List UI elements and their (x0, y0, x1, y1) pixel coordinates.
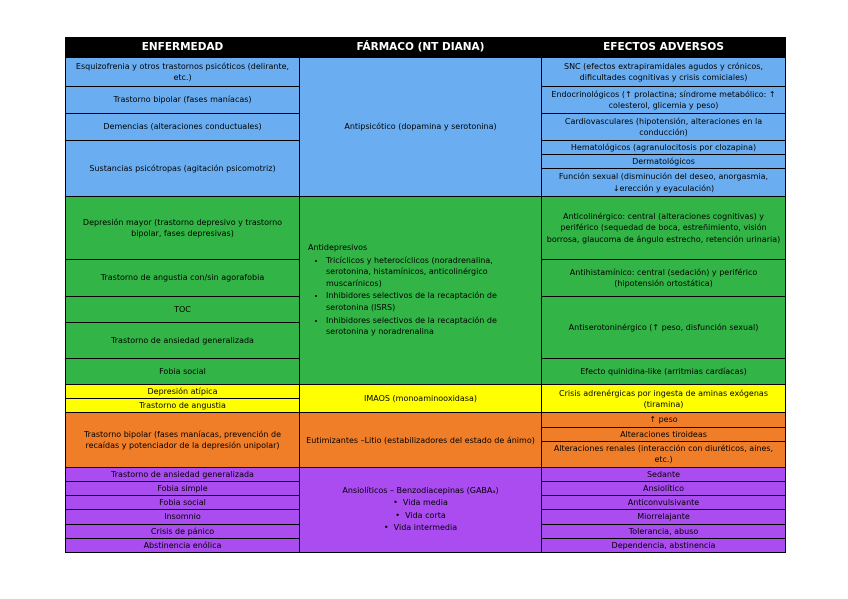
disease-cell: Abstinencia enólica (66, 538, 300, 552)
effect-cell: ↑ peso (542, 413, 786, 427)
effect-cell: Dermatológicos (542, 154, 786, 168)
disease-cell: Trastorno de angustia con/sin agorafobia (66, 260, 300, 297)
disease-cell: Crisis de pánico (66, 524, 300, 538)
effect-cell: Miorrelajante (542, 510, 786, 524)
effect-cell: Dependencia, abstinencia (542, 538, 786, 552)
drug-list (304, 497, 537, 534)
list-item: • Vida intermedia (304, 522, 537, 534)
effect-cell: Efecto quinidina-like (arritmias cardíacas) (542, 359, 786, 385)
drug-cell-imao: IMAOS (monoaminooxidasa) (300, 385, 542, 413)
disease-cell: Fobia social (66, 359, 300, 385)
list-item: • Vida media (304, 497, 537, 509)
disease-cell: Fobia social (66, 496, 300, 510)
psychopharmacology-table (65, 37, 786, 553)
effect-cell: Función sexual (disminución del deseo, anorgasmia, ↓erección y eyaculación) (542, 169, 786, 197)
effect-cell: Crisis adrenérgicas por ingesta de aminas exógenas (tiramina) (542, 385, 786, 413)
disease-cell: Trastorno de ansiedad generalizada (66, 467, 300, 481)
drug-cell-mood-stabilizer: Eutimizantes –Litio (estabilizadores del estado de ánimo) (300, 413, 542, 467)
effect-cell: Ansiolítico (542, 482, 786, 496)
disease-cell: Sustancias psicótropas (agitación psicomotriz) (66, 140, 300, 196)
effect-cell: Sedante (542, 467, 786, 481)
header-drug: FÁRMACO (NT DIANA) (300, 38, 542, 58)
disease-cell: Demencias (alteraciones conductuales) (66, 113, 300, 140)
effect-cell: Hematológicos (agranulocitosis por clozapina) (542, 140, 786, 154)
drug-list (308, 255, 537, 338)
list-item: • Tricíclicos y heterocíclicos (noradrenalina, serotonina, histamínicos, anticolinérgico muscarínicos) (326, 255, 537, 290)
disease-cell: Trastorno bipolar (fases maníacas) (66, 86, 300, 113)
disease-cell: Depresión mayor (trastorno depresivo y trastorno bipolar, fases depresivas) (66, 197, 300, 260)
list-item: • Inhibidores selectivos de la recaptación de serotonina (ISRS) (326, 290, 537, 313)
effect-cell: Alteraciones renales (interacción con diuréticos, aines, etc.) (542, 441, 786, 467)
disease-cell: TOC (66, 297, 300, 323)
disease-cell: Insomnio (66, 510, 300, 524)
disease-cell: Trastorno de angustia (66, 399, 300, 413)
effect-cell: Anticonvulsivante (542, 496, 786, 510)
header-effects: EFECTOS ADVERSOS (542, 38, 786, 58)
list-item: • Vida corta (304, 510, 537, 522)
drug-cell-anxiolytic (300, 467, 542, 552)
disease-cell: Fobia simple (66, 482, 300, 496)
drug-cell-antidepressant (300, 197, 542, 385)
disease-cell: Depresión atípica (66, 385, 300, 399)
drug-title: Ansiolíticos – Benzodiacepinas (GABAₐ) (342, 485, 499, 495)
effect-cell: Alteraciones tiroideas (542, 427, 786, 441)
header-row (66, 38, 786, 58)
disease-cell: Trastorno de ansiedad generalizada (66, 323, 300, 359)
disease-cell: Trastorno bipolar (fases maníacas, prevención de recaídas y potenciador de la depresión unipolar) (66, 413, 300, 467)
disease-cell: Esquizofrenia y otros trastornos psicóticos (delirante, etc.) (66, 57, 300, 86)
effect-cell: Antiserotoninérgico (↑ peso, disfunción sexual) (542, 297, 786, 359)
list-item: • Inhibidores selectivos de la recaptación de serotonina y noradrenalina (326, 315, 537, 338)
effect-cell: Cardiovasculares (hipotensión, alteraciones en la conducción) (542, 113, 786, 140)
effect-cell: Antihistamínico: central (sedación) y periférico (hipotensión ortostática) (542, 260, 786, 297)
effect-cell: Anticolinérgico: central (alteraciones cognitivas) y periférico (sequedad de boca, estreñimiento, visión borrosa, glaucoma de ángulo estrecho, retención urinaria) (542, 197, 786, 260)
effect-cell: Endocrinológicos (↑ prolactina; síndrome metabólico: ↑ colesterol, glicemia y peso) (542, 86, 786, 113)
header-disease: ENFERMEDAD (66, 38, 300, 58)
effect-cell: Tolerancia, abuso (542, 524, 786, 538)
effect-cell: SNC (efectos extrapiramidales agudos y crónicos, dificultades cognitivas y crisis comiciales) (542, 57, 786, 86)
drug-title: Antidepresivos (308, 243, 368, 253)
drug-cell-antipsychotic: Antipsicótico (dopamina y serotonina) (300, 57, 542, 196)
